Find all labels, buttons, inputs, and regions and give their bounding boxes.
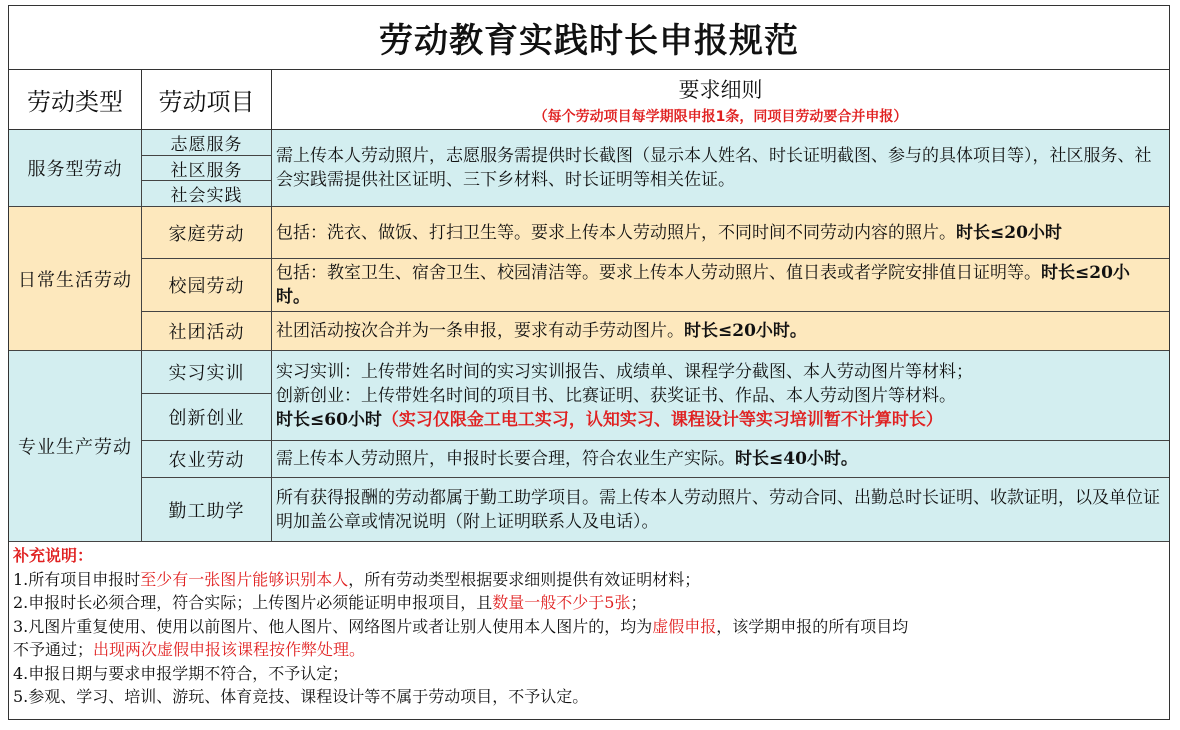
req-campus-limit: 时长≤20小时。 [276,263,1130,307]
item-home: 家庭劳动 [142,207,272,259]
note-2 [13,591,1165,615]
req-innovation-limit: 时长≤60小时 [276,409,382,430]
supplementary-notes [9,542,1169,711]
item-volunteer: 志愿服务 [142,130,272,156]
note-2-c: ； [630,593,647,612]
item-farming: 农业劳动 [142,441,272,478]
req-campus [272,259,1169,312]
req-service [272,130,1169,207]
header-requirements-title: 要求细则 [678,77,763,102]
regulation-table [8,5,1170,720]
note-3-a: 3.凡图片重复使用、使用以前图片、他人图片、网络图片或者让别人使用本人图片的，均为 [13,616,653,636]
req-internship-text: 实习实训：上传带姓名时间的实习实训报告、成绩单、课程学分截图、本人劳动图片等材料； [276,361,973,382]
req-campus-text: 包括：教室卫生、宿舍卫生、校园清洁等。要求上传本人劳动照片、值日表或者学院安排值日证明等。 [276,263,1041,283]
req-farming [272,441,1169,478]
note-3-d: 不予通过； [13,640,94,659]
item-campus: 校园劳动 [142,259,272,312]
note-3-highlight: 虚假申报 [652,616,717,636]
req-club-limit: 时长≤20小时。 [684,321,807,341]
item-internship: 实习实训 [142,351,272,394]
req-home-limit: 时长≤20小时 [956,222,1062,243]
note-1 [13,568,1165,592]
note-3-cont [13,638,1165,662]
header-labor-type: 劳动类型 [9,70,142,130]
note-5: 5.参观、学习、培训、游玩、体育竞技、课程设计等不属于劳动项目，不予认定。 [13,687,589,706]
item-club: 社团活动 [142,312,272,351]
item-community: 社区服务 [142,156,272,181]
header-labor-item: 劳动项目 [142,70,272,130]
item-work-study: 勤工助学 [142,478,272,542]
note-3 [13,615,1165,639]
note-4: 4.申报日期与要求申报学期不符合，不予认定； [13,663,349,683]
req-internship-innovation [272,351,1169,441]
req-club-text: 社团活动按次合并为一条申报，要求有动手劳动图片。 [276,321,684,341]
notes-title: 补充说明： [13,546,94,565]
note-2-a: 2.申报时长必须合理，符合实际；上传图片必须能证明申报项目，且 [13,593,493,612]
type-service: 服务型劳动 [9,130,142,207]
req-work-study [272,478,1169,542]
req-work-study-text: 所有获得报酬的劳动都属于勤工助学项目。需上传本人劳动照片、劳动合同、出勤总时长证明、收款证明，以及单位证明加盖公章或情况说明（附上证明联系人及电话）。 [276,487,1160,532]
item-social-practice: 社会实践 [142,181,272,207]
note-2-highlight: 数量一般不少于5张 [492,593,631,612]
req-home [272,207,1169,259]
note-3-highlight-2: 出现两次虚假申报该课程按作弊处理。 [93,640,366,659]
page-title: 劳动教育实践时长申报规范 [9,6,1169,70]
req-innovation-note: （实习仅限金工电工实习，认知实习、课程设计等实习培训暂不计算时长） [381,409,943,430]
req-home-text: 包括：洗衣、做饭、打扫卫生等。要求上传本人劳动照片，不同时间不同劳动内容的照片。 [276,222,956,243]
type-professional: 专业生产劳动 [9,351,142,542]
req-farming-text: 需上传本人劳动照片，申报时长要合理，符合农业生产实际。 [276,449,735,469]
note-1-a: 1.所有项目申报时 [13,569,141,589]
note-1-c: ，所有劳动类型根据要求细则提供有效证明材料； [348,569,701,589]
header-requirements-note: （每个劳动项目每学期限申报1条，同项目劳动要合并申报） [533,108,908,125]
item-innovation: 创新创业 [142,394,272,441]
req-innovation-text: 创新创业：上传带姓名时间的项目书、比赛证明、获奖证书、作品、本人劳动图片等材料。 [276,385,956,406]
req-club [272,312,1169,351]
note-1-highlight: 至少有一张图片能够识别本人 [140,569,349,589]
req-farming-limit: 时长≤40小时。 [735,449,858,469]
req-service-text: 需上传本人劳动照片，志愿服务需提供时长截图（显示本人姓名、时长证明截图、参与的具体项目等），社区服务、社会实践需提供社区证明、三下乡材料、时长证明等相关佐证。 [276,146,1152,190]
note-3-c: ，该学期申报的所有项目均 [716,616,909,636]
header-requirements [272,70,1169,130]
type-daily: 日常生活劳动 [9,207,142,351]
